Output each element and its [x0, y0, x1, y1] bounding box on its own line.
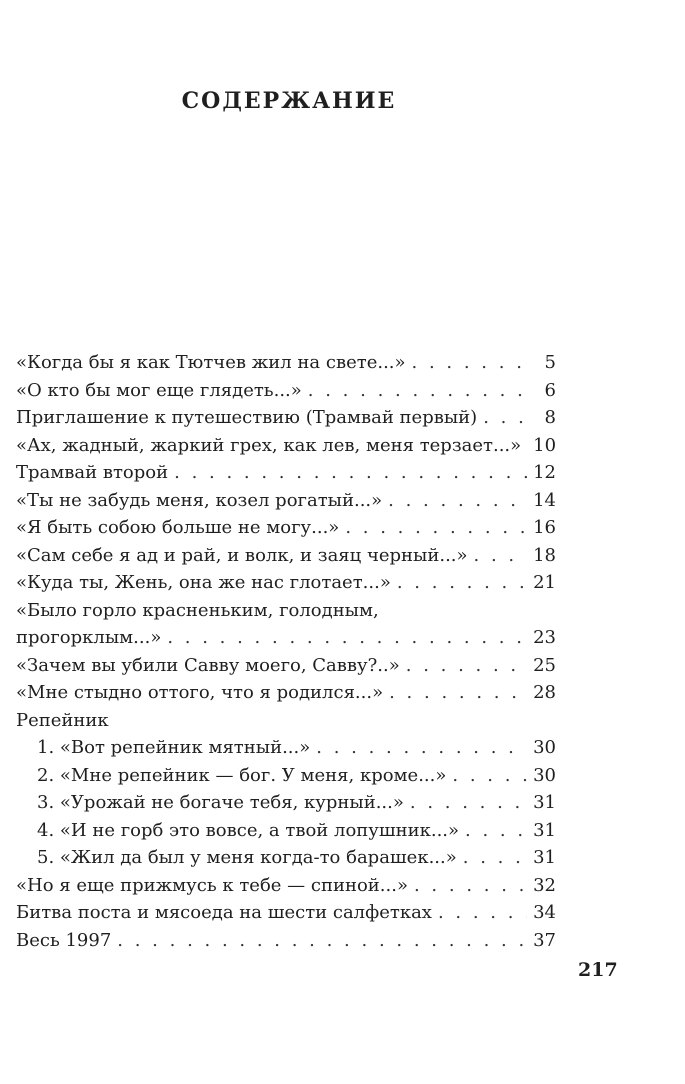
toc-entry-title: Трамвай второй: [16, 462, 169, 483]
toc-entry: [16, 569, 556, 597]
dot-leader: [174, 459, 527, 487]
toc-subentry: [16, 817, 556, 845]
toc-entry-page: 37: [533, 929, 556, 951]
toc-entry-title: «Но я еще прижмусь к тебе — спиной...»: [16, 874, 408, 896]
toc-entry: [16, 542, 556, 570]
dot-leader: [452, 762, 527, 790]
toc-entry-title: «Ах, жадный, жаркий грех, как лев, меня терзает...»: [16, 434, 522, 456]
toc-entry-page: 30: [533, 764, 556, 786]
toc-subentry: [16, 762, 556, 790]
toc-subentry: [16, 789, 556, 817]
toc-entry-page: 18: [533, 544, 556, 566]
toc-entry-title: «Куда ты, Жень, она же нас глотает...»: [16, 572, 391, 593]
toc-entry: [16, 679, 556, 707]
toc-entry-page: 30: [533, 737, 556, 758]
toc-entry-title: Битва поста и мясоеда на шести салфетках: [16, 902, 432, 923]
dot-leader: [308, 377, 528, 405]
toc-entry-title: «Когда бы я как Тютчев жил на свете...»: [16, 352, 406, 373]
toc-entry: [16, 404, 556, 432]
dot-leader: [397, 569, 527, 597]
toc-entry: [16, 652, 556, 680]
toc-entry-page: 14: [533, 489, 556, 511]
toc-entry: [16, 432, 556, 460]
toc-entry-title: «О кто бы мог еще глядеть...»: [16, 379, 302, 401]
toc-entry-title: Приглашение к путешествию (Трамвай первый): [16, 407, 478, 428]
toc-section-heading: Репейник: [16, 709, 109, 731]
dot-leader: [474, 542, 528, 570]
toc-entry-title: 3. «Урожай не богаче тебя, курный...»: [37, 792, 404, 813]
toc-entry-page: 6: [544, 379, 556, 401]
toc-entry-title: 4. «И не горб это вовсе, а твой лопушник...»: [37, 819, 460, 841]
toc-entry-page: 8: [544, 407, 556, 428]
toc-entry-page: 31: [533, 792, 556, 813]
toc-entry-page: 12: [533, 462, 556, 483]
dot-leader: [389, 679, 527, 707]
toc-subentry: [16, 734, 556, 762]
toc-entry-page: 21: [533, 572, 556, 593]
toc-entry-page: 23: [533, 627, 556, 648]
toc-entry: [16, 514, 556, 542]
toc-entry-page: 34: [533, 902, 556, 923]
toc-entry: [16, 872, 556, 900]
dot-leader: [167, 624, 527, 652]
toc-subentry: [16, 844, 556, 872]
toc-entry-title: 1. «Вот репейник мятный...»: [37, 737, 311, 758]
toc-entry-page: 31: [533, 819, 556, 841]
dot-leader: [410, 789, 527, 817]
toc-entry-title-line2: прогорклым...»: [16, 627, 162, 648]
toc-entry: [16, 459, 556, 487]
toc-entry-page: 10: [533, 434, 557, 456]
toc-entry-title: «Зачем вы убили Савву моего, Савву?..»: [16, 654, 400, 676]
dot-leader: [463, 844, 527, 872]
dot-leader: [483, 404, 528, 432]
dot-leader: [438, 899, 527, 927]
toc-entry: [16, 349, 556, 377]
page-number: 217: [578, 959, 618, 981]
toc-entry-page: 28: [533, 682, 556, 703]
dot-leader: [414, 872, 527, 900]
dot-leader: [117, 927, 527, 955]
table-of-contents: [16, 349, 556, 954]
toc-entry: [16, 377, 556, 405]
toc-entry-page: 5: [544, 352, 556, 373]
toc-entry: [16, 927, 556, 955]
toc-entry: [16, 597, 556, 652]
dot-leader: [465, 817, 527, 845]
toc-entry-page: 31: [533, 847, 556, 868]
toc-entry-page: 32: [533, 874, 556, 896]
dot-leader: [388, 487, 527, 515]
toc-entry-title: «Я быть собою больше не могу...»: [16, 517, 340, 538]
toc-entry: [16, 487, 556, 515]
toc-entry-title: «Мне стыдно оттого, что я родился...»: [16, 682, 384, 703]
toc-entry-title: «Ты не забудь меня, козел рогатый...»: [16, 489, 383, 511]
toc-entry-title: 2. «Мне репейник — бог. У меня, кроме...»: [37, 764, 447, 786]
toc-entry-page: 16: [533, 517, 556, 538]
toc-entry-title: Весь 1997: [16, 929, 112, 951]
toc-entry-title-line1: «Было горло красненьким, голодным,: [16, 599, 379, 621]
toc-entry-title: «Сам себе я ад и рай, и волк, и заяц черный...»: [16, 544, 468, 566]
dot-leader: [345, 514, 527, 542]
dot-leader: [412, 349, 528, 377]
toc-entry: [16, 899, 556, 927]
dot-leader: [406, 652, 527, 680]
dot-leader: [316, 734, 527, 762]
toc-entry-page: 25: [533, 654, 556, 676]
page-title: СОДЕРЖАНИЕ: [181, 88, 397, 114]
toc-entry-title: 5. «Жил да был у меня когда-то барашек...»: [37, 847, 457, 868]
